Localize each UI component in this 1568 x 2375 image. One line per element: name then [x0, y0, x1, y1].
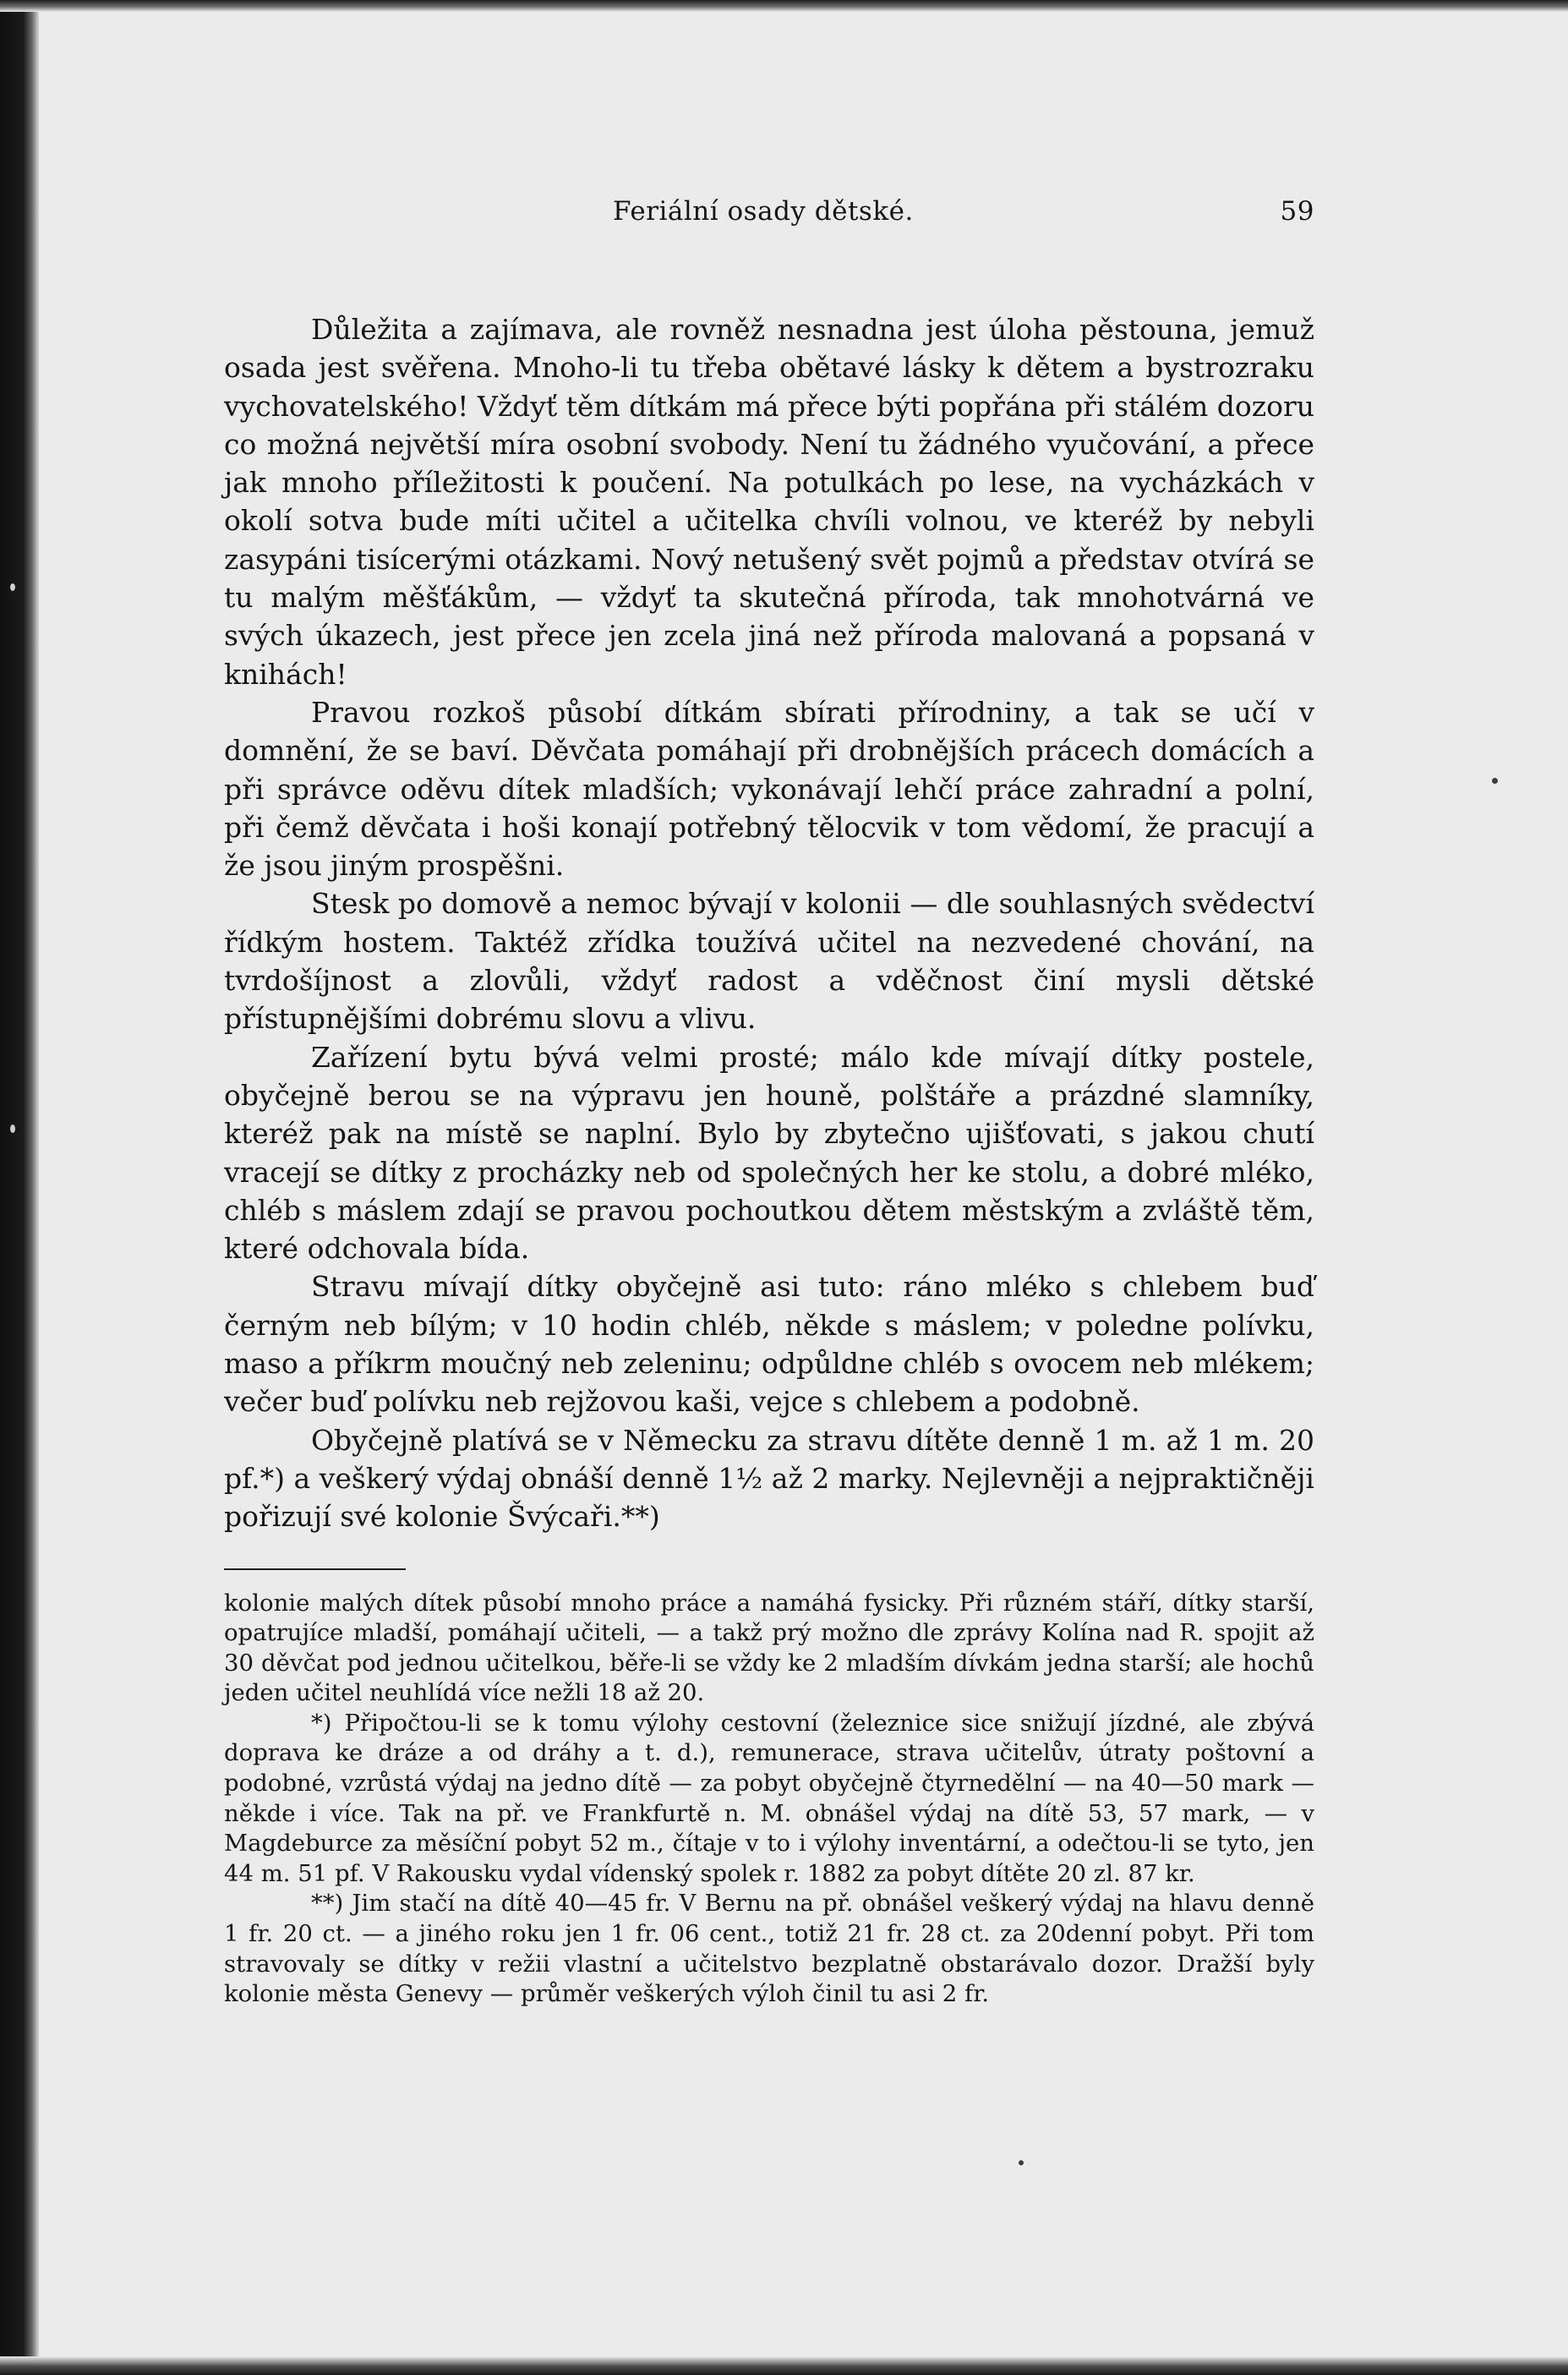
footnote-continuation: kolonie malých dítek působí mnoho práce a namáhá fysicky. Při různém stáří, dítky starší, opatrujíce mladší, pomáhají učiteli, — a takž prý možno dle zprávy Kolína nad R. spojit až 30 děvčat pod jednou učitelkou, běře-li se vždy ke 2 mladším dívkám jedna starší; ale hochů jeden učitel neuhlídá více nežli 18 až 20. [224, 1589, 1314, 1707]
paragraph: Stravu mívají dítky obyčejně asi tuto: ráno mléko s chlebem buď černým neb bílým; v 10 hodin chléb, někde s máslem; v poledne polívku, maso a příkrm moučný neb zeleninu; odpůldne chléb s ovocem neb mlékem; večer buď polívku neb rejžovou kaši, vejce s chlebem a podobně. [224, 1270, 1314, 1419]
footnotes [224, 1589, 1314, 2010]
running-title: Feriální osady dětské. [613, 196, 914, 227]
paragraph: Stesk po domově a nemoc bývají v kolonii — dle souhlasných svědectví řídkým hostem. Taktéž zřídka toužívá učitel na nezvedené chování, na tvrdošíjnost a zlovůli, vždyť radost a vděčnost činí mysli dětské přístupnějšími dobrému slovu a vlivu. [224, 887, 1314, 1036]
paragraph: Pravou rozkoš působí dítkám sbírati přírodniny, a tak se učí v domnění, že se baví. Děvčata pomáhají při drobnějších prácech domácích a při správce oděvu dítek mladších; vykonávají lehčí práce zahradní a polní, při čemž děvčata i hoši konají potřebný tělocvik v tom vědomí, že pracují a že jsou jiným prospěšni. [224, 695, 1314, 883]
paragraph: Zařízení bytu bývá velmi prosté; málo kde mívají dítky postele, obyčejně berou se na výpravu jen houně, polštáře a prázdné slamníky, kteréž pak na místě se naplní. Bylo by zbytečno ujišťovati, s jakou chutí vracejí se dítky z procházky neb od společných her ke stolu, a dobré mléko, chléb s máslem zdají se pravou pochoutkou dětem městským a zvláště těm, které odchovala bída. [224, 1040, 1314, 1266]
scan-speck [10, 1125, 15, 1133]
scan-speck [1019, 2160, 1024, 2165]
page-number: 59 [1280, 196, 1314, 227]
main-text [224, 310, 1314, 1536]
paragraph: Obyčejně platívá se v Německu za stravu dítěte denně 1 m. až 1 m. 20 pf.*) a veškerý výdaj obnáší denně 1½ až 2 marky. Nejlevněji a nejpraktičněji pořizují své kolonie Švýcaři.**) [224, 1423, 1314, 1534]
paragraph: Důležita a zajímava, ale rovněž nesnadna jest úloha pěstouna, jemuž osada jest svěřena. Mnoho-li tu třeba obětavé lásky k dětem a bystrozraku vychovatelského! Vždyť těm dítkám má přece býti popřána při stálém dozoru co možná největší míra osobní svobody. Není tu žádného vyučování, a přece jak mnoho příležitosti k poučení. Na potulkách po lese, na vycházkách v okolí sotva bude míti učitel a učitelka chvíli volnou, ve kteréž by nebyli zasypáni tisícerými otázkami. Nový netušený svět pojmů a představ otvírá se tu malým měšťákům, — vždyť ta skutečná příroda, tak mnohotvárná ve svých úkazech, jest přece jen zcela jiná než příroda malovaná a popsaná v knihách! [224, 313, 1314, 691]
scan-top-edge [0, 0, 1568, 12]
footnote-rule [224, 1568, 406, 1570]
book-page [224, 196, 1314, 2010]
scan-speck [1492, 778, 1498, 784]
footnote: *) Připočtou-li se k tomu výlohy cestovní (železnice sice snižují jízdné, ale zbývá doprava ke dráze a od dráhy a t. d.), remunerace, strava učitelův, útraty poštovní a podobné, vzrůstá výdaj na jedno dítě — za pobyt obyčejně čtyrnedělní — na 40—50 mark — někde i více. Tak na př. ve Frankfurtě n. M. obnášel výdaj na dítě 53, 57 mark, — v Magdeburce za měsíční pobyt 52 m., čítaje v to i výlohy inventární, a odečtou-li se tyto, jen 44 m. 51 pf. V Rakousku vydal vídenský spolek r. 1882 za pobyt dítěte 20 zl. 87 kr. [224, 1709, 1314, 1887]
running-header [224, 196, 1314, 230]
scan-bottom-edge [0, 2356, 1568, 2375]
footnote: **) Jim stačí na dítě 40—45 fr. V Bernu na př. obnášel veškerý výdaj na hlavu denně 1 fr. 20 ct. — a jiného roku jen 1 fr. 06 cent., totiž 21 fr. 28 ct. za 20denní pobyt. Při tom stravovaly se dítky v režii vlastní a učitelstvo bezplatně obstarávalo dozor. Dražší byly kolonie města Genevy — průměr veškerých výloh činil tu asi 2 fr. [224, 1890, 1314, 2008]
scan-speck [10, 583, 15, 591]
scan-binding-shadow [0, 0, 39, 2375]
